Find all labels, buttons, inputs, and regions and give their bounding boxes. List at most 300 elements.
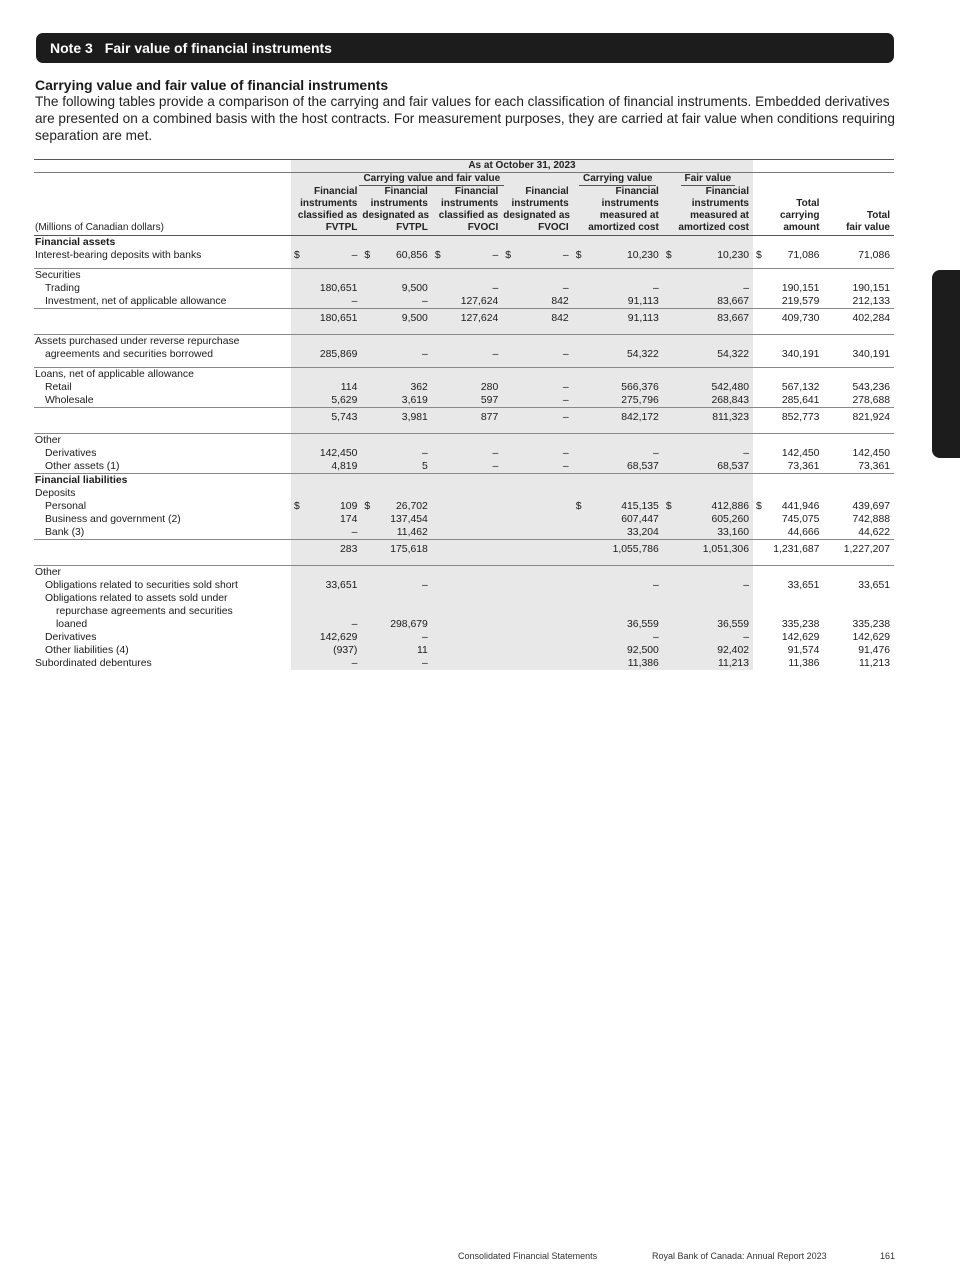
table-cell: [432, 592, 502, 605]
side-section-tab[interactable]: [932, 270, 960, 458]
table-cell: [823, 566, 894, 580]
table-cell: [432, 540, 502, 560]
table-cell: [432, 236, 502, 250]
table-cell: [432, 487, 502, 500]
table-cell: [432, 644, 502, 657]
table-cell: 283: [291, 540, 361, 560]
table-cell: 33,160: [663, 526, 753, 540]
group-label-row: [34, 335, 894, 349]
dollar-sign: $: [756, 250, 762, 261]
table-cell: [573, 592, 663, 605]
row-label: Subordinated debentures: [35, 658, 152, 669]
dollar-sign: $: [293, 501, 300, 512]
row-label: Business and government (2): [45, 514, 181, 525]
table-cell: 877: [432, 408, 502, 428]
table-cell: $ 26,702: [361, 500, 431, 513]
table-row: [34, 657, 894, 670]
table-cell: 285,641: [781, 395, 820, 406]
table-cell: [663, 605, 753, 618]
table-cell: [291, 269, 361, 283]
table-group-row: [34, 173, 894, 187]
table-cell: [432, 657, 502, 670]
table-cell: –: [502, 447, 572, 460]
table-cell: [823, 335, 894, 349]
table-cell: –: [502, 282, 572, 295]
table-row: [34, 513, 894, 526]
table-cell: [291, 487, 361, 500]
table-cell: [573, 474, 663, 488]
table-cell: 607,447: [573, 513, 663, 526]
table-cell: [432, 335, 502, 349]
table-cell: 174: [291, 513, 361, 526]
table-cell: [291, 434, 361, 448]
table-cell: 543,236: [852, 382, 890, 393]
table-cell: –: [291, 657, 361, 670]
table-cell: 44,666: [787, 527, 820, 538]
table-row: [34, 249, 894, 262]
carrying-fair-group-header: Carrying value and fair value: [291, 173, 573, 187]
table-cell: 142,629: [852, 632, 890, 643]
dollar-sign: $: [665, 501, 672, 512]
table-cell: –: [291, 618, 361, 631]
table-cell: [753, 368, 823, 382]
table-cell: [432, 618, 502, 631]
row-label: Assets purchased under reverse repurchase: [34, 335, 291, 349]
table-cell: [573, 368, 663, 382]
table-cell: [502, 579, 572, 592]
dollar-sign: $: [505, 250, 512, 261]
table-cell: 340,191: [852, 349, 890, 360]
group-label-row: [34, 434, 894, 448]
table-cell: [502, 513, 572, 526]
column-header: Financial instruments designated as FVTPL: [361, 186, 431, 236]
table-cell: [502, 368, 572, 382]
table-date-row: [34, 160, 894, 173]
table-cell: –: [361, 447, 431, 460]
table-cell: 44,622: [858, 527, 890, 538]
table-cell: –: [663, 579, 753, 592]
table-cell: [432, 566, 502, 580]
row-label: Bank (3): [45, 527, 85, 538]
table-cell: –: [291, 526, 361, 540]
table-cell: [361, 269, 431, 283]
table-cell: [823, 487, 894, 500]
table-cell: 190,151: [781, 283, 820, 294]
table-cell: [502, 500, 572, 513]
table-cell: [663, 368, 753, 382]
note-number: Note 3: [50, 40, 93, 56]
table-cell: [432, 368, 502, 382]
row-label: [34, 540, 291, 560]
table-cell: 842,172: [573, 408, 663, 428]
table-cell: [361, 474, 431, 488]
table-cell: 1,051,306: [663, 540, 753, 560]
table-cell: [432, 500, 502, 513]
table-cell: –: [361, 631, 431, 644]
table-cell: –: [502, 348, 572, 361]
table-cell: 180,651: [291, 309, 361, 329]
table-cell: [361, 487, 431, 500]
table-cell: 3,619: [361, 394, 431, 408]
row-label: [34, 309, 291, 329]
table-cell: [573, 487, 663, 500]
table-cell: [502, 526, 572, 540]
table-cell: –: [502, 394, 572, 408]
table-cell: $ –: [291, 249, 361, 262]
footer-report: Royal Bank of Canada: Annual Report 2023: [652, 1251, 827, 1261]
row-label: Interest-bearing deposits with banks: [35, 250, 202, 261]
table-cell: [663, 487, 753, 500]
row-label: Other: [34, 434, 291, 448]
table-cell: –: [432, 460, 502, 474]
table-cell: 842: [502, 295, 572, 309]
table-cell: 175,618: [361, 540, 431, 560]
row-label: Personal: [45, 501, 87, 512]
fair-value-table: [34, 159, 894, 670]
table-cell: [432, 434, 502, 448]
table-row: [34, 500, 894, 513]
group-label-row: [34, 592, 894, 605]
table-cell: [573, 605, 663, 618]
table-cell: 68,537: [663, 460, 753, 474]
table-cell: [502, 434, 572, 448]
row-label: Derivatives: [45, 448, 97, 459]
table-cell: [502, 269, 572, 283]
fair-group-header: Fair value: [663, 173, 753, 187]
dollar-sign: $: [364, 501, 371, 512]
table-cell: 73,361: [858, 461, 890, 472]
table-cell: 852,773: [753, 408, 823, 428]
table-cell: [823, 236, 894, 250]
table-cell: 54,322: [573, 348, 663, 361]
group-label-row: [34, 566, 894, 580]
column-header: Financial instruments classified as FVTPL: [291, 186, 361, 236]
group-label-row: [34, 269, 894, 283]
table-cell: 3,981: [361, 408, 431, 428]
table-cell: [663, 474, 753, 488]
row-label: Financial assets: [35, 237, 116, 248]
table-cell: –: [502, 460, 572, 474]
table-cell: 4,819: [291, 460, 361, 474]
table-cell: –: [361, 657, 431, 670]
subtotal-row: [34, 309, 894, 329]
table-cell: –: [663, 447, 753, 460]
table-cell: 114: [291, 381, 361, 394]
table-cell: [502, 657, 572, 670]
group-label-row: [34, 605, 894, 618]
table-cell: 36,559: [573, 618, 663, 631]
dollar-sign: $: [364, 250, 371, 261]
table-cell: –: [432, 447, 502, 460]
table-cell: [823, 474, 894, 488]
table-cell: 73,361: [787, 461, 820, 472]
table-cell: 11,462: [361, 526, 431, 540]
table-cell: [291, 368, 361, 382]
table-cell: 190,151: [852, 283, 890, 294]
table-cell: 11: [361, 644, 431, 657]
table-cell: –: [573, 579, 663, 592]
dollar-sign: $: [665, 250, 672, 261]
table-cell: –: [291, 295, 361, 309]
table-cell: 33,651: [858, 580, 890, 591]
row-label: Investment, net of applicable allowance: [45, 296, 227, 307]
table-cell: [573, 566, 663, 580]
table-cell: $ –: [502, 249, 572, 262]
table-cell: [291, 592, 361, 605]
table-cell: 11,386: [573, 657, 663, 670]
table-row: [34, 348, 894, 361]
row-label: Securities: [34, 269, 291, 283]
table-cell: [753, 434, 823, 448]
row-label: Trading: [45, 283, 80, 294]
table-cell: [823, 368, 894, 382]
table-cell: $ 441,946: [756, 501, 820, 512]
table-cell: [291, 474, 361, 488]
table-cell: $ –: [432, 249, 502, 262]
table-cell: 91,574: [787, 645, 820, 656]
table-cell: [663, 236, 753, 250]
table-cell: [361, 434, 431, 448]
table-cell: [753, 605, 823, 618]
note-title: Fair value of financial instruments: [104, 40, 332, 56]
table-cell: 9,500: [361, 282, 431, 295]
dollar-sign: $: [434, 250, 441, 261]
table-cell: [753, 269, 823, 283]
table-cell: [823, 269, 894, 283]
table-cell: [663, 566, 753, 580]
row-label: Other liabilities (4): [45, 645, 129, 656]
table-cell: 842: [502, 309, 572, 329]
table-cell: 5: [361, 460, 431, 474]
table-cell: [753, 236, 823, 250]
row-label: Other: [34, 566, 291, 580]
table-cell: 11,213: [858, 658, 890, 669]
row-label: Derivatives: [45, 632, 97, 643]
table-cell: 83,667: [663, 295, 753, 309]
table-cell: 745,075: [781, 514, 820, 525]
dollar-sign: $: [575, 250, 582, 261]
table-cell: 542,480: [663, 381, 753, 394]
table-row: [34, 394, 894, 408]
note-banner: [36, 33, 894, 63]
table-cell: 821,924: [823, 408, 894, 428]
table-cell: 275,796: [573, 394, 663, 408]
table-cell: 1,227,207: [823, 540, 894, 560]
table-cell: [291, 566, 361, 580]
table-cell: [573, 269, 663, 283]
table-cell: –: [663, 282, 753, 295]
table-cell: 5,629: [291, 394, 361, 408]
table-cell: [753, 592, 823, 605]
table-cell: [361, 335, 431, 349]
table-cell: 91,113: [573, 309, 663, 329]
table-cell: 137,454: [361, 513, 431, 526]
column-header: Financial instruments measured at amortized cost: [573, 186, 663, 236]
row-label: Obligations related to assets sold under: [45, 593, 228, 604]
table-cell: [502, 236, 572, 250]
table-cell: 92,500: [573, 644, 663, 657]
table-cell: 127,624: [432, 295, 502, 309]
as-at-header: As at October 31, 2023: [291, 160, 753, 173]
column-header: Total fair value: [846, 210, 890, 233]
table-cell: 409,730: [753, 309, 823, 329]
table-cell: $ 109: [291, 500, 361, 513]
table-cell: –: [361, 348, 431, 361]
table-cell: 33,204: [573, 526, 663, 540]
table-cell: –: [502, 408, 572, 428]
table-cell: 54,322: [663, 348, 753, 361]
table-row: [34, 447, 894, 460]
subtotal-row: [34, 540, 894, 560]
table-cell: –: [573, 631, 663, 644]
table-cell: [432, 631, 502, 644]
table-row: [34, 295, 894, 309]
table-cell: 280: [432, 381, 502, 394]
carrying-group-header: Carrying value: [573, 173, 663, 187]
table-cell: 1,055,786: [573, 540, 663, 560]
table-cell: 180,651: [291, 282, 361, 295]
table-cell: [291, 605, 361, 618]
row-label: [34, 408, 291, 428]
financial-assets-heading: [34, 236, 894, 250]
table-row: [34, 381, 894, 394]
table-cell: [663, 269, 753, 283]
table-cell: 605,260: [663, 513, 753, 526]
table-cell: $ 60,856: [361, 249, 431, 262]
table-cell: [823, 592, 894, 605]
table-cell: 362: [361, 381, 431, 394]
table-cell: 11,213: [663, 657, 753, 670]
table-cell: [753, 335, 823, 349]
table-cell: 566,376: [573, 381, 663, 394]
table-cell: 142,450: [781, 448, 820, 459]
table-row: [34, 460, 894, 474]
table-cell: [502, 592, 572, 605]
row-label: agreements and securities borrowed: [45, 349, 214, 360]
table-cell: 91,476: [858, 645, 890, 656]
table-cell: $ 415,135: [573, 500, 663, 513]
table-cell: [432, 269, 502, 283]
table-cell: [432, 513, 502, 526]
table-cell: 219,579: [781, 296, 820, 307]
table-cell: [432, 474, 502, 488]
dollar-sign: $: [293, 250, 300, 261]
table-cell: 340,191: [781, 349, 820, 360]
table-cell: [502, 618, 572, 631]
table-cell: –: [573, 282, 663, 295]
group-label-row: [34, 368, 894, 382]
column-header: Total carrying amount: [779, 198, 820, 233]
section-title: Carrying value and fair value of financial instruments: [35, 77, 389, 93]
row-label: Loans, net of applicable allowance: [34, 368, 291, 382]
dollar-sign: $: [575, 501, 582, 512]
table-cell: [361, 566, 431, 580]
table-cell: [573, 236, 663, 250]
table-cell: [502, 335, 572, 349]
table-cell: [361, 605, 431, 618]
table-cell: [361, 236, 431, 250]
table-cell: 335,238: [852, 619, 890, 630]
table-cell: 68,537: [573, 460, 663, 474]
table-cell: 33,651: [787, 580, 820, 591]
table-cell: [753, 487, 823, 500]
table-cell: $ 412,886: [663, 500, 753, 513]
row-label: Other assets (1): [45, 461, 120, 472]
table-cell: 212,133: [852, 296, 890, 307]
table-cell: 71,086: [858, 250, 890, 261]
table-cell: 127,624: [432, 309, 502, 329]
table-cell: $ 10,230: [573, 249, 663, 262]
table-cell: [432, 605, 502, 618]
table-cell: (937): [291, 644, 361, 657]
table-row: [34, 618, 894, 631]
table-cell: –: [361, 579, 431, 592]
table-cell: $ 71,086: [756, 250, 820, 261]
table-row: [34, 579, 894, 592]
table-cell: [502, 474, 572, 488]
table-cell: [573, 434, 663, 448]
table-cell: [291, 335, 361, 349]
table-cell: 597: [432, 394, 502, 408]
dollar-sign: $: [756, 501, 762, 512]
table-cell: 142,450: [291, 447, 361, 460]
table-cell: 742,888: [852, 514, 890, 525]
table-cell: 92,402: [663, 644, 753, 657]
table-cell: 278,688: [852, 395, 890, 406]
table-cell: 142,629: [781, 632, 820, 643]
table-cell: 9,500: [361, 309, 431, 329]
table-cell: 285,869: [291, 348, 361, 361]
column-header: Financial instruments measured at amortized cost: [663, 186, 753, 236]
table-cell: 298,679: [361, 618, 431, 631]
footer-section: Consolidated Financial Statements: [458, 1251, 598, 1261]
page-number: 161: [880, 1251, 896, 1261]
table-row: [34, 631, 894, 644]
table-cell: [823, 434, 894, 448]
table-cell: 5,743: [291, 408, 361, 428]
table-cell: 33,651: [291, 579, 361, 592]
intro-paragraph: The following tables provide a comparison of the carrying and fair values for each classification of financial instruments. Embedded derivatives are presented on a combined basis with the host contracts. For measurement purposes, they are carried at fair value when conditions requiring separation are met.: [35, 94, 895, 143]
column-header: Financial instruments designated as FVOCI: [502, 186, 572, 236]
row-label: loaned: [56, 619, 88, 630]
table-cell: 11,386: [788, 658, 820, 669]
table-cell: [823, 605, 894, 618]
unit-label: (Millions of Canadian dollars): [35, 222, 164, 233]
table-cell: 811,323: [663, 408, 753, 428]
table-cell: [573, 335, 663, 349]
table-cell: 83,667: [663, 309, 753, 329]
table-row: [34, 644, 894, 657]
table-cell: 567,132: [781, 382, 820, 393]
table-cell: [432, 579, 502, 592]
financial-liabilities-heading: [34, 474, 894, 488]
table-cell: [753, 474, 823, 488]
table-cell: [663, 592, 753, 605]
table-cell: 268,843: [663, 394, 753, 408]
table-cell: –: [361, 295, 431, 309]
table-cell: [361, 592, 431, 605]
row-label: repurchase agreements and securities: [56, 606, 233, 617]
table-cell: 142,629: [291, 631, 361, 644]
table-cell: –: [663, 631, 753, 644]
table-cell: 335,238: [781, 619, 820, 630]
table-row: [34, 526, 894, 540]
table-cell: [502, 644, 572, 657]
table-row: [34, 282, 894, 295]
table-cell: [291, 236, 361, 250]
table-cell: [753, 566, 823, 580]
table-cell: [432, 526, 502, 540]
